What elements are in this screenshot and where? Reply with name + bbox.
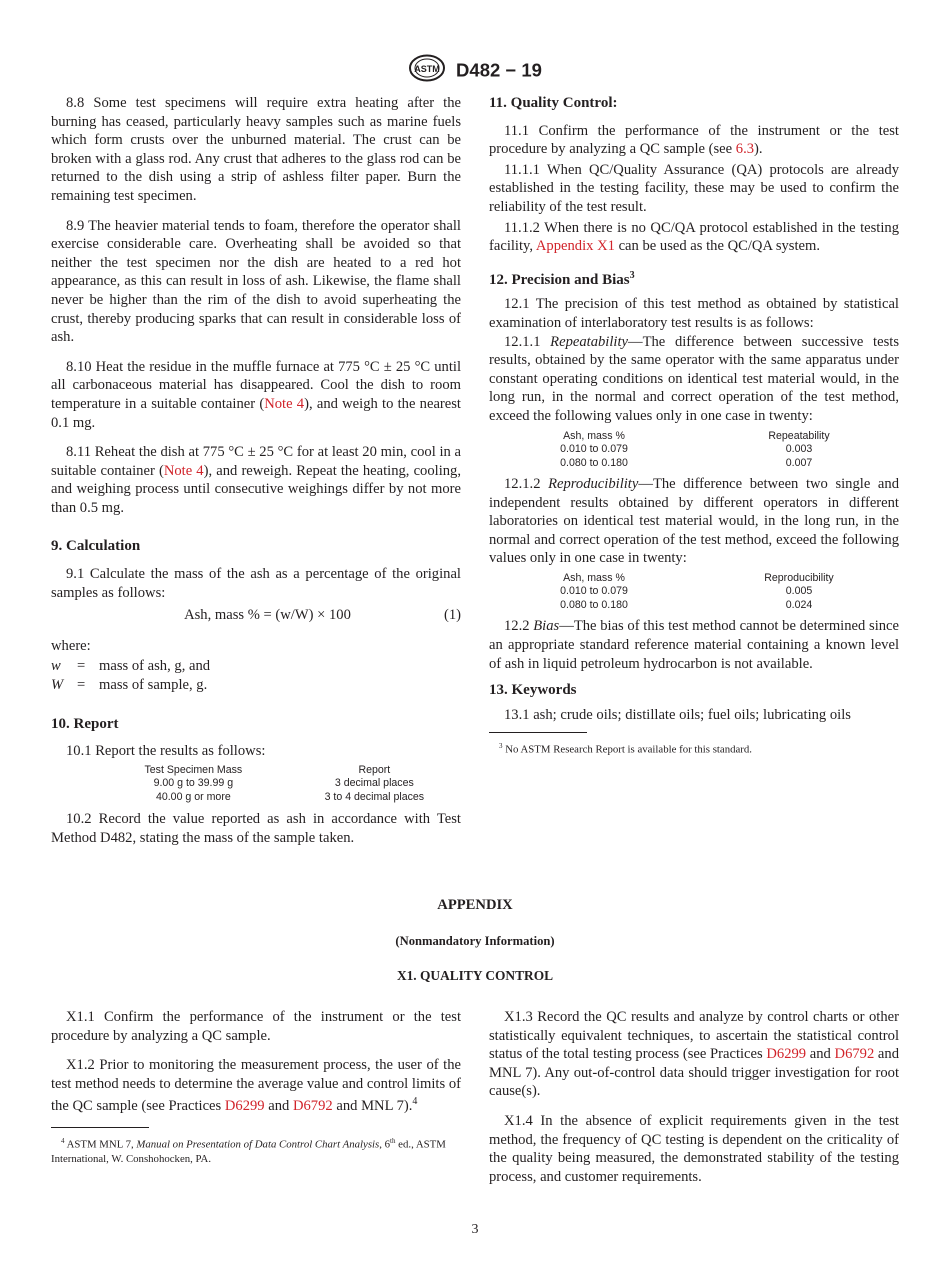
section-11-heading: 11. Quality Control: bbox=[489, 95, 618, 111]
appendix-section-heading: X1. QUALITY CONTROL bbox=[396, 968, 554, 983]
repeatability-table: Ash, mass % Repeatability 0.010 to 0.079 0.003 0.080 to 0.180 0.007 bbox=[489, 430, 899, 471]
table-row: 40.00 g or more 3 to 4 decimal places bbox=[155, 790, 425, 803]
footnote-rule bbox=[51, 1127, 149, 1128]
section-13-heading: 13. Keywords bbox=[489, 682, 577, 699]
astm-logo bbox=[408, 54, 446, 87]
section-12-heading: 12. Precision and Bias$^3$ bbox=[489, 269, 635, 288]
appendix-subtitle: (Nonmandatory Information) bbox=[395, 934, 555, 948]
document-designation: D482 − 19 bbox=[456, 59, 542, 81]
para-x1-2: X1.2 Prior to monitoring the measurement process, the user of the test method needs to determine the average value and control limits of the QC sample (see Practices D6299 and D6792 and MNL 7).$^4$ bbox=[51, 1057, 461, 1115]
astm-logo-text: ASTM bbox=[414, 64, 440, 74]
footnote-3: $^3$ No ASTM Research Report is available for this standard. bbox=[499, 742, 752, 757]
para-8-10: 8.10 Heat the residue in the muffle furnace at 775 °C ± 25 °C until all carbonaceous material has disappeared. Cool the dish to room temperature in a suitable container (Note 4), and weigh to the nearest 0.1 mg. bbox=[51, 358, 461, 431]
page-header bbox=[0, 54, 950, 87]
para-8-8: 8.8 Some test specimens will require extra heating after the burning has ceased, particularly heavy samples such as marine fuels which form crusts over the unburned material. The crust can be broken with a glass rod. Any crust that adheres to the glass rod can be returned to the dish using a strip of ashless filter paper. Burn the remaining test specimen. bbox=[51, 95, 461, 204]
section-10-heading: 10. Report bbox=[51, 715, 119, 732]
para-x1-4: X1.4 In the absence of explicit requirements given in the test method, the frequency of QC testing is dependent on the criticality of the quality being measured, the demonstrated stability of the testing process, and customer requirements. bbox=[489, 1112, 899, 1185]
page-number: 3 bbox=[471, 1222, 479, 1237]
definition-W: W = mass of sample, g. bbox=[51, 677, 208, 694]
table-row: 0.010 to 0.079 0.003 bbox=[560, 443, 813, 455]
report-table: Test Specimen Mass Report 9.00 g to 39.99 g 3 decimal places 40.00 g or more 3 to 4 decimal places bbox=[99, 764, 461, 805]
para-11-1-1: 11.1.1 When QC/Quality Assurance (QA) protocols are already established in the testing facility, these may be used to confirm the reliability of the test result. bbox=[489, 161, 899, 215]
d6299-link[interactable]: D6299 bbox=[224, 1098, 265, 1115]
equation-1 bbox=[51, 606, 461, 625]
para-8-9: 8.9 The heavier material tends to foam, therefore the operator shall exercise considerable care. Overheating shall be avoided so that neither the test specimen nor the dish are heated to a red hot appearance, as this can result in loss of ash. Likewise, the flame shall never be higher than the rim of the dish to avoid superheating the crust, thereby producing sparks that can result in considerable loss of ash. bbox=[51, 217, 461, 346]
footnote-rule bbox=[489, 732, 587, 733]
para-12-2: 12.2 Bias—The bias of this test method cannot be determined since an appropriate standard reference material containing a known level of ash in liquid petroleum hydrocarbon is not available. bbox=[489, 618, 900, 672]
para-13-1: 13.1 ash; crude oils; distillate oils; fuel oils; lubricating oils bbox=[504, 706, 851, 723]
d6792-link[interactable]: D6792 bbox=[292, 1098, 333, 1115]
appendix-x1-link[interactable]: Appendix X1 bbox=[535, 238, 615, 255]
para-11-1-2: 11.1.2 When there is no QC/QA protocol established in the testing facility, Appendix X1 can be used as the QC/QA system. bbox=[489, 219, 899, 255]
para-12-1-2: 12.1.2 Reproducibility—The difference between two single and independent results obtained by different operators in different laboratories on identical test material would, in the long run, in the normal and correct operation of the test method, exceed the following values only in one case in twenty: bbox=[489, 476, 899, 567]
table-row: 0.010 to 0.079 0.005 bbox=[560, 585, 813, 598]
note-4-link[interactable]: Note 4 bbox=[163, 462, 204, 479]
para-12-1: 12.1 The precision of this test method as obtained by statistical examination of interlaboratory test results is as follows: bbox=[489, 296, 899, 331]
equation-number: (1) bbox=[443, 607, 461, 624]
para-x1-3: X1.3 Record the QC results and analyze by control charts or other statistically equivalent techniques, to ascertain the statistical control status of the total testing process (see Practices D6299 and D6792 and MNL 7). Any out-of-control data should trigger investigation for root cause(s). bbox=[489, 1009, 900, 1100]
section-9-heading: 9. Calculation bbox=[51, 538, 141, 555]
d6792-link[interactable]: D6792 bbox=[834, 1046, 875, 1063]
footnote-4: $^4$ ASTM MNL 7, Manual on Presentation of Data Control Chart Analysis, 6th ed., ASTM International, W. Conshohocken, PA. bbox=[51, 1136, 446, 1166]
para-9-1: 9.1 Calculate the mass of the ash as a percentage of the original samples as follows: bbox=[51, 566, 461, 601]
equation-formula: Ash, mass % = (w/W) × 100 bbox=[184, 607, 351, 624]
para-10-1: 10.1 Report the results as follows: bbox=[66, 743, 266, 760]
appendix-title: APPENDIX bbox=[437, 897, 513, 913]
table-row: 0.080 to 0.180 0.007 bbox=[560, 456, 813, 469]
definition-w: w = mass of ash, g, and bbox=[51, 658, 211, 675]
appendix-left-column bbox=[51, 1008, 461, 1167]
where-label: where: bbox=[51, 637, 91, 654]
d6299-link[interactable]: D6299 bbox=[766, 1046, 807, 1063]
para-11-1: 11.1 Confirm the performance of the instrument or the test procedure by analyzing a QC sample (see 6.3). bbox=[489, 122, 899, 158]
table-row: 0.080 to 0.180 0.024 bbox=[560, 598, 813, 611]
section-6-3-link[interactable]: 6.3 bbox=[735, 141, 755, 158]
para-8-11: 8.11 Reheat the dish at 775 °C ± 25 °C for at least 20 min, cool in a suitable container (Note 4), and reweigh. Repeat the heating, cooling, and weighing process until consecutive weighings differ by not more than 0.5 mg. bbox=[51, 444, 461, 516]
table-row: 9.00 g to 39.99 g 3 decimal places bbox=[153, 777, 414, 790]
para-x1-1: X1.1 Confirm the performance of the instrument or the test procedure by analyzing a QC sample. bbox=[51, 1009, 461, 1044]
para-12-1-1: 12.1.1 Repeatability—The difference between successive tests results, obtained by the same operator with the same apparatus under constant operating conditions on identical test material would, in the long run, in the normal and correct operation of the test method, exceed the following values only in one case in twenty: bbox=[489, 333, 899, 424]
appendix-right-column bbox=[489, 1008, 899, 1197]
left-column bbox=[51, 94, 461, 859]
para-10-2: 10.2 Record the value reported as ash in accordance with Test Method D482, stating the mass of the sample taken. bbox=[51, 811, 461, 846]
right-column bbox=[489, 94, 899, 758]
reproducibility-table: Ash, mass % Reproducibility 0.010 to 0.079 0.005 0.080 to 0.180 0.024 bbox=[489, 572, 899, 613]
note-4-link[interactable]: Note 4 bbox=[264, 395, 305, 412]
